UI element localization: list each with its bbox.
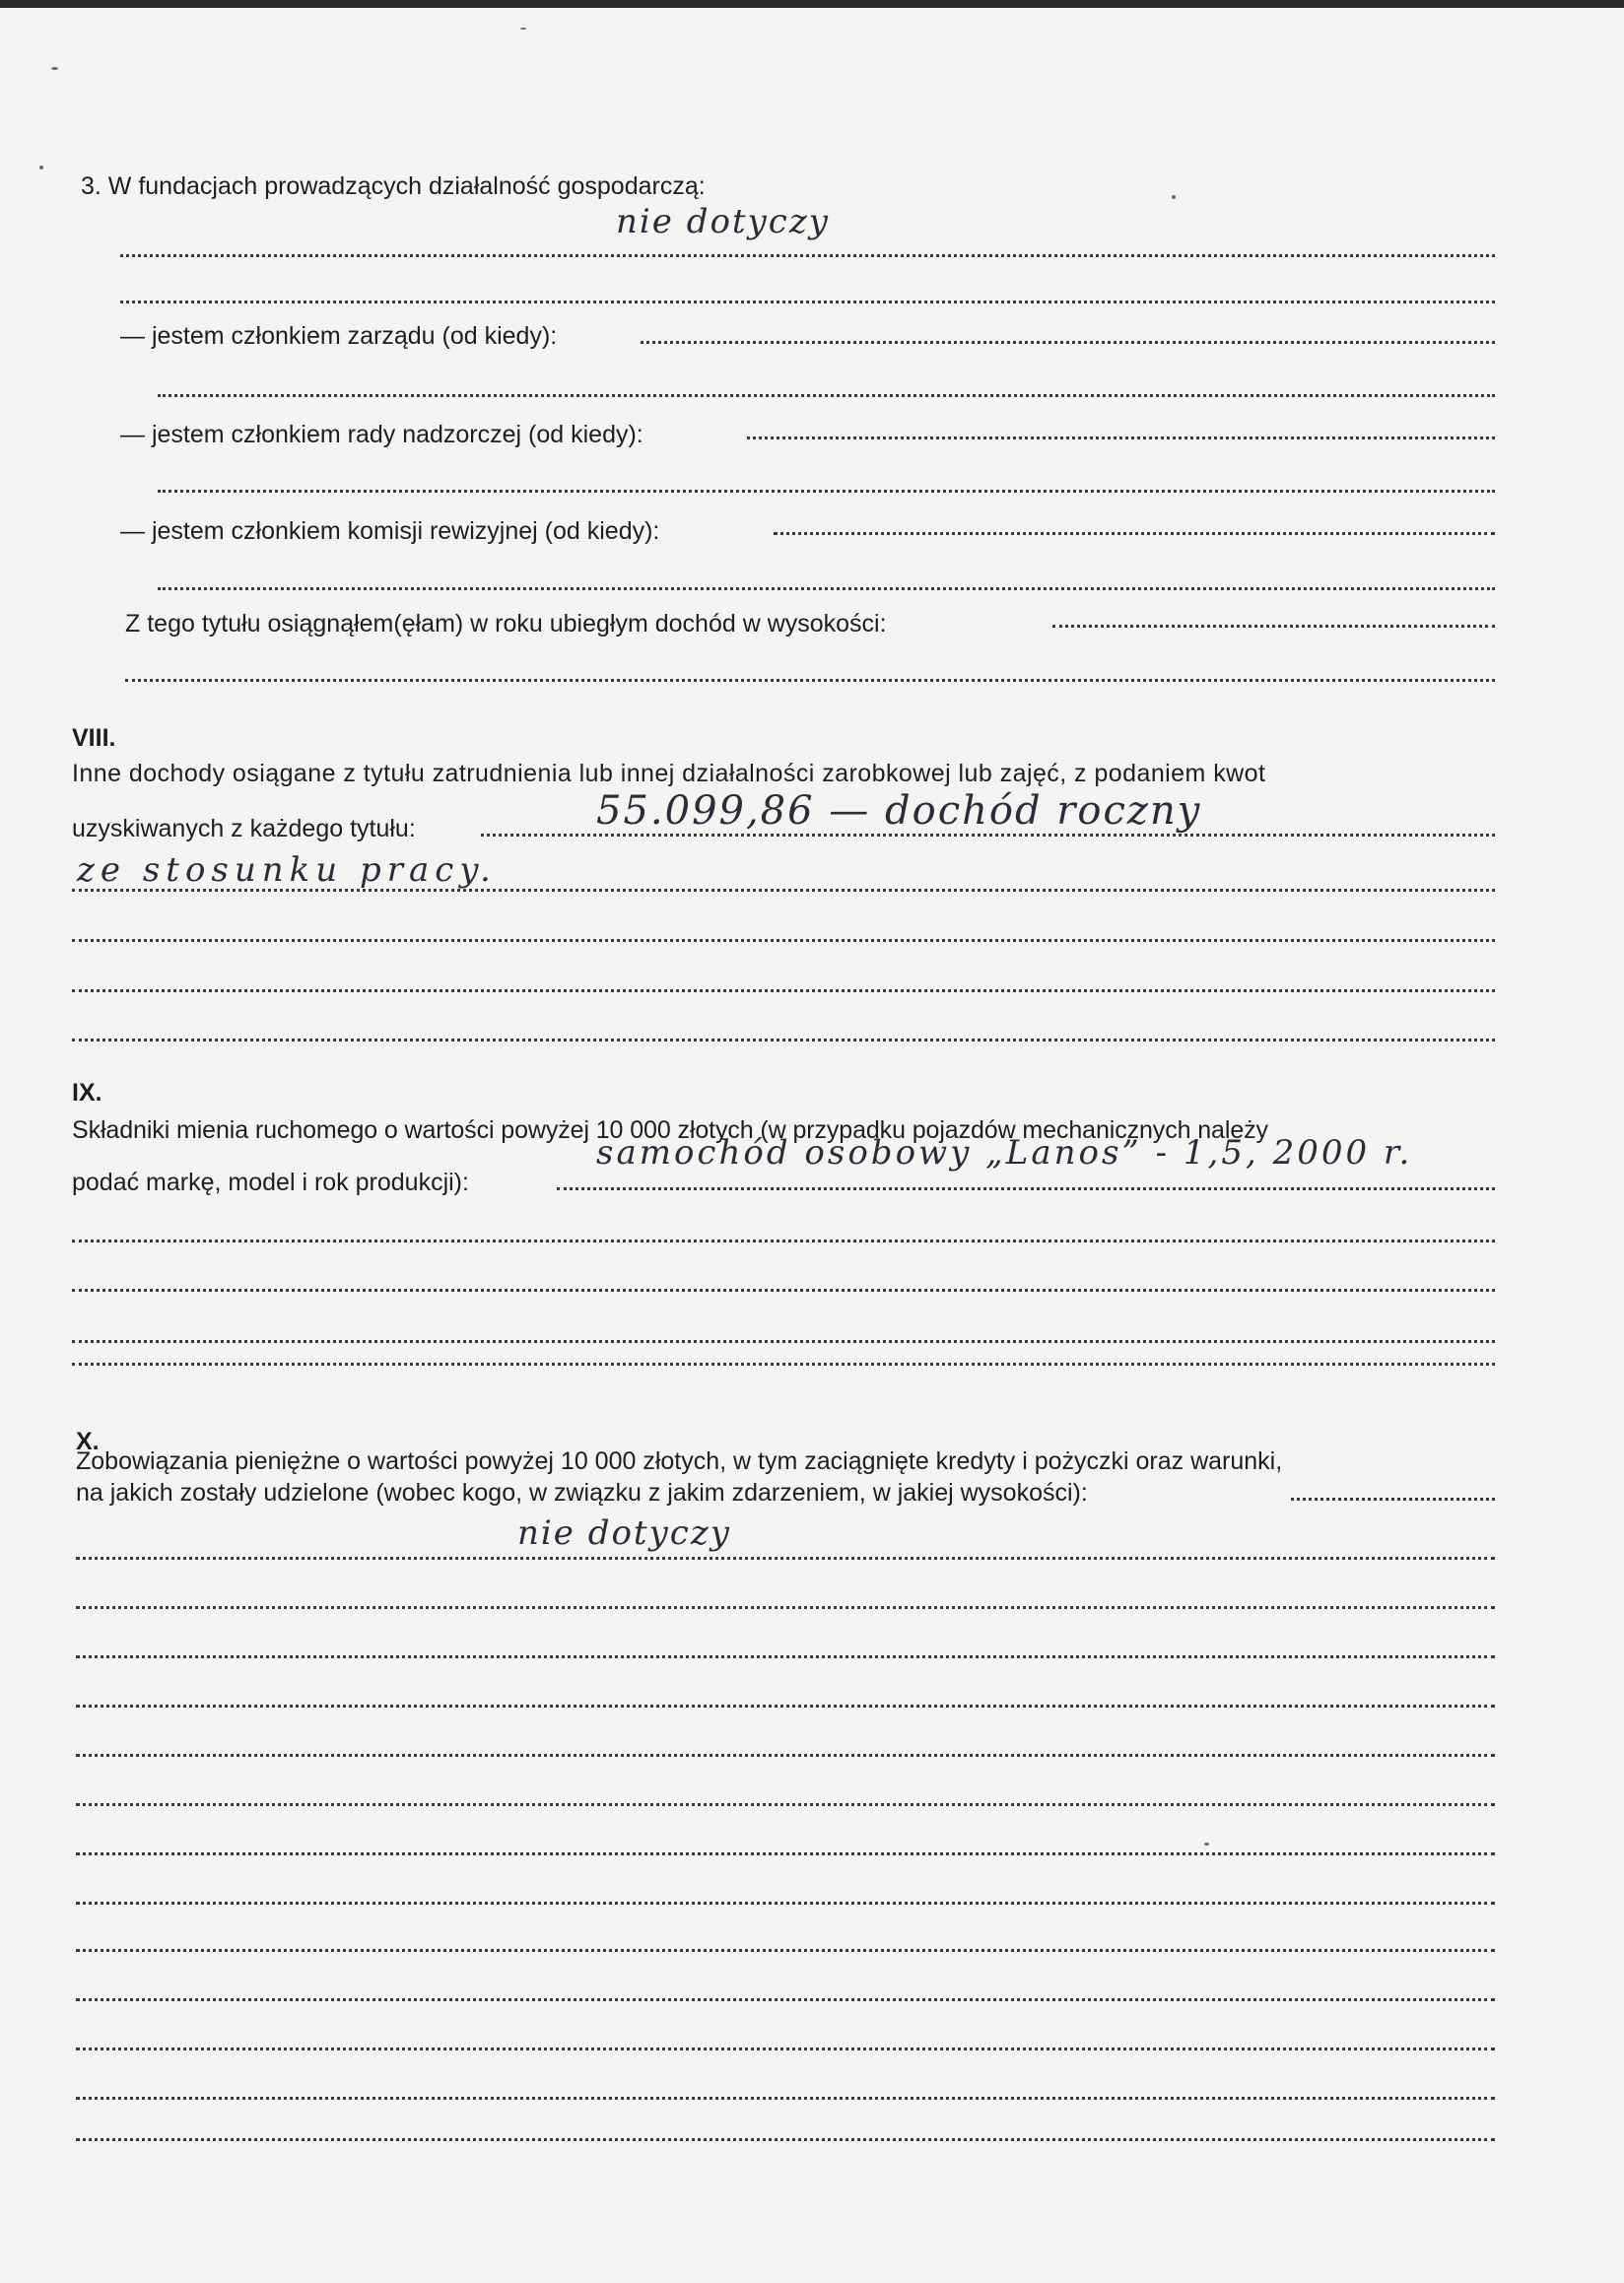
answer-line: [76, 1902, 1495, 1905]
answer-line: [76, 2097, 1495, 2100]
answer-line: [72, 1240, 1495, 1242]
answer-line: [72, 1363, 1495, 1366]
answer-line: [125, 679, 1495, 682]
answer-line: [120, 254, 1495, 257]
section8-number: VIII.: [72, 724, 116, 752]
audit-member-label: — jestem członkiem komisji rewizyjnej (od kiedy):: [120, 517, 660, 545]
answer-line: [158, 490, 1495, 493]
section9-answer: samochód osobowy „Lanos” - 1,5, 2000 r.: [596, 1133, 1413, 1173]
answer-line: [76, 1803, 1495, 1806]
answer-line: [76, 1705, 1495, 1708]
section3-heading: 3. W fundacjach prowadzących działalność gospodarczą:: [81, 172, 706, 200]
scan-speck: [520, 28, 526, 30]
answer-line: [72, 1340, 1495, 1343]
answer-line: [774, 532, 1495, 535]
answer-line: [747, 436, 1495, 439]
answer-line: [1291, 1498, 1495, 1501]
answer-line: [76, 1949, 1495, 1952]
answer-line: [158, 394, 1495, 397]
answer-line: [72, 1289, 1495, 1292]
answer-line: [76, 1606, 1495, 1609]
answer-line: [76, 1852, 1495, 1855]
answer-line: [557, 1187, 1495, 1190]
supervisory-member-label: — jestem członkiem rady nadzorczej (od kiedy):: [120, 421, 643, 448]
answer-line: [72, 939, 1495, 942]
answer-line: [120, 301, 1495, 303]
section8-text-line2: uzyskiwanych z każdego tytułu:: [72, 815, 416, 842]
answer-line: [76, 1557, 1495, 1560]
answer-line: [76, 2048, 1495, 2050]
section10-number: X.: [76, 1428, 100, 1455]
answer-line: [1052, 625, 1495, 628]
answer-line: [158, 587, 1495, 590]
section10-text-line1: Zobowiązania pieniężne o wartości powyżej 10 000 złotych, w tym zaciągnięte kredyty i pożyczki oraz warunki,: [76, 1447, 1283, 1475]
board-member-label: — jestem członkiem zarządu (od kiedy):: [120, 322, 558, 350]
answer-line: [72, 989, 1495, 992]
answer-line: [481, 834, 1495, 837]
scan-speck: [39, 166, 43, 169]
section9-number: IX.: [72, 1079, 102, 1107]
answer-line: [72, 889, 1495, 892]
answer-line: [76, 1754, 1495, 1757]
section8-text-line1: Inne dochody osiągane z tytułu zatrudnienia lub innej działalności zarobkowej lub zajęć, z podaniem kwot: [72, 760, 1266, 787]
answer-line: [76, 2138, 1495, 2141]
section10-text-line2: na jakich zostały udzielone (wobec kogo, w związku z jakim zdarzeniem, w jakiej wysokości):: [76, 1479, 1088, 1507]
section9-text-line2: podać markę, model i rok produkcji):: [72, 1169, 469, 1196]
scan-speck: [1204, 1843, 1209, 1846]
section8-answer-line1: 55.099,86 — dochód roczny: [596, 788, 1202, 834]
answer-line: [76, 1655, 1495, 1658]
income-label: Z tego tytułu osiągnąłem(ęłam) w roku ubiegłym dochód w wysokości:: [125, 610, 887, 638]
section9-text-line1: Składniki mienia ruchomego o wartości powyżej 10 000 złotych (w przypadku pojazdów mechanicznych należy: [72, 1116, 1268, 1144]
section3-answer: nie dotyczy: [616, 202, 830, 241]
scan-speck: [1172, 195, 1176, 199]
answer-line: [641, 341, 1495, 344]
answer-line: [72, 1039, 1495, 1041]
answer-line: [76, 1998, 1495, 2001]
section8-answer-line2: ze stosunku pracy.: [77, 850, 497, 890]
section10-answer: nie dotyczy: [517, 1513, 731, 1553]
scan-speck: [51, 67, 58, 70]
